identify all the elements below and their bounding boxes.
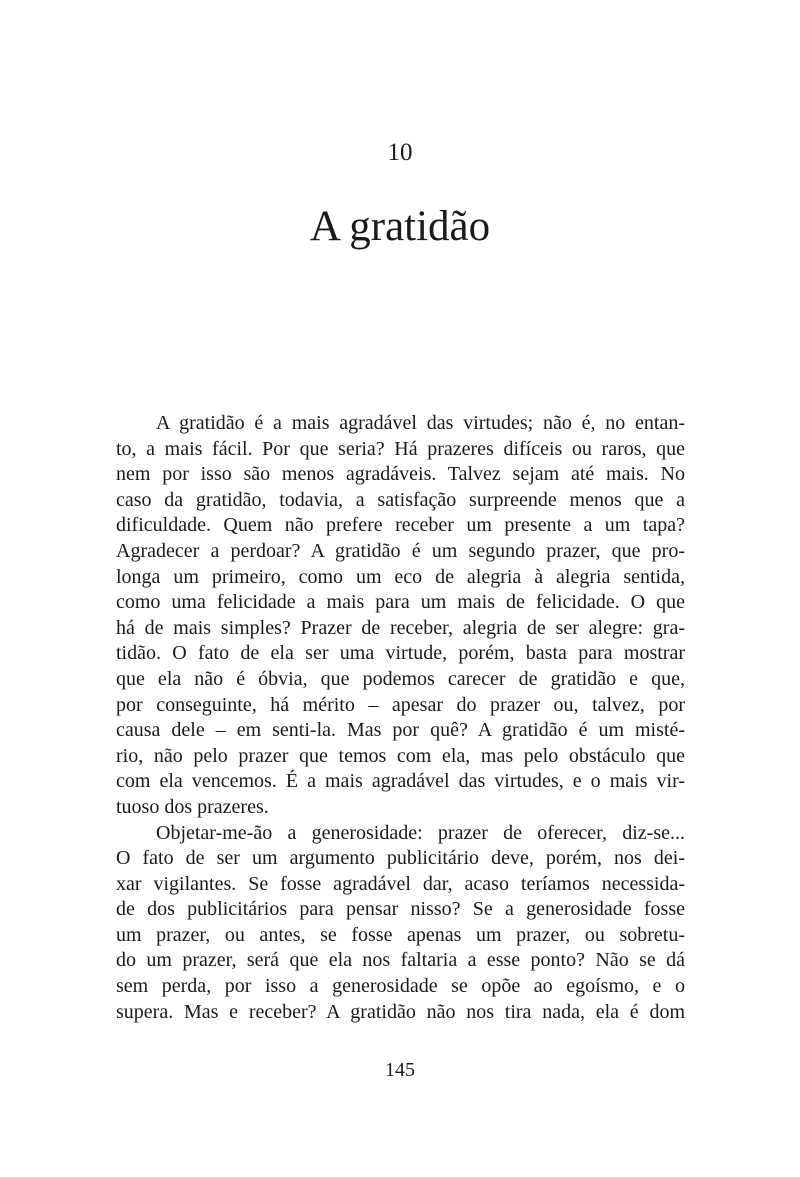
paragraph-1-line: com ela vencemos. É a mais agradável das virtudes, e o mais vir- — [116, 770, 685, 793]
paragraph-1-line: nem por isso são menos agradáveis. Talvez sejam até mais. No — [116, 463, 685, 486]
paragraph-1-line: tuoso dos prazeres. — [116, 795, 269, 818]
paragraph-2-line: O fato de ser um argumento publicitário deve, porém, nos dei- — [116, 847, 685, 870]
paragraph-2-line: um prazer, ou antes, se fosse apenas um prazer, ou sobretu- — [116, 923, 685, 946]
paragraph-1-line: dificuldade. Quem não prefere receber um presente a um tapa? — [116, 514, 685, 537]
paragraph-2-line: xar vigilantes. Se fosse agradável dar, acaso teríamos necessida- — [116, 872, 685, 895]
body-text — [116, 411, 685, 1025]
paragraph-1-line: há de mais simples? Prazer de receber, alegria de ser alegre: gra- — [116, 616, 685, 639]
paragraph-1-line: caso da gratidão, todavia, a satisfação surpreende menos que a — [116, 488, 685, 511]
paragraph-2-line: Objetar-me-ão a generosidade: prazer de oferecer, diz-se... — [156, 821, 685, 844]
paragraph-1-line: Agradecer a perdoar? A gratidão é um segundo prazer, que pro- — [116, 539, 685, 562]
paragraph-2-line: de dos publicitários para pensar nisso? Se a generosidade fosse — [116, 898, 685, 921]
paragraph-2-line: supera. Mas e receber? A gratidão não nos tira nada, ela é dom — [116, 1000, 685, 1023]
chapter-title: A gratidão — [309, 203, 491, 250]
paragraph-1-line: A gratidão é a mais agradável das virtudes; não é, no entan- — [156, 412, 685, 434]
paragraph-1-line: que ela não é óbvia, que podemos carecer de gratidão e que, — [116, 667, 685, 690]
paragraph-2-line: sem perda, por isso a generosidade se opõe ao egoísmo, e o — [116, 975, 685, 998]
page-number: 145 — [385, 1059, 415, 1081]
paragraph-1-line: rio, não pelo prazer que temos com ela, mas pelo obstáculo que — [116, 744, 685, 767]
chapter-number: 10 — [387, 139, 413, 166]
paragraph-1-line: tidão. O fato de ela ser uma virtude, porém, basta para mostrar — [116, 642, 685, 665]
paragraph-2-line: do um prazer, será que ela nos faltaria a esse ponto? Não se dá — [116, 949, 685, 972]
paragraph-1-line: longa um primeiro, como um eco de alegria à alegria sentida, — [116, 565, 685, 588]
paragraph-1-line: causa dele – em senti-la. Mas por quê? A gratidão é um misté- — [116, 719, 685, 742]
paragraph-1-line: como uma felicidade a mais para um mais de felicidade. O que — [116, 591, 685, 614]
paragraph-1-line: to, a mais fácil. Por que seria? Há prazeres difíceis ou raros, que — [116, 437, 685, 460]
paragraph-1-line: por conseguinte, há mérito – apesar do prazer ou, talvez, por — [116, 693, 685, 716]
